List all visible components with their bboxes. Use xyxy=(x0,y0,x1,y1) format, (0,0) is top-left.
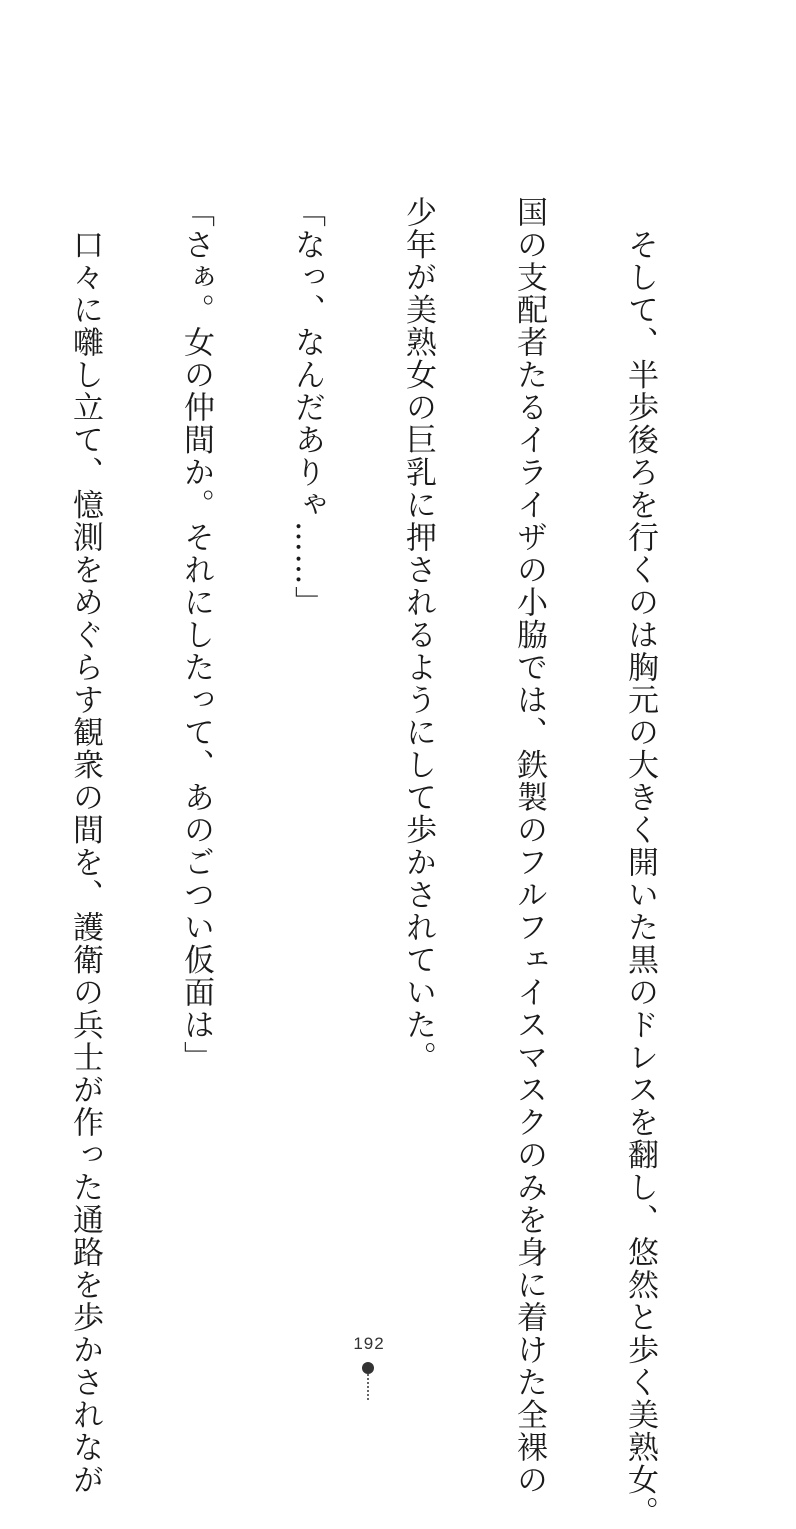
text-line: 口々に囃し立て、憶測をめぐらす観衆の間を、護衛の兵士が作った通路を歩かされなが xyxy=(67,196,103,1496)
page-marker-dotted-line xyxy=(367,1374,369,1400)
page-number: 192 xyxy=(353,1334,385,1353)
text-line: 「さぁ。女の仲間か。それにしたって、あのごつい仮面は」 xyxy=(178,196,214,1074)
text-line: 国の支配者たるイライザの小脇では、鉄製のフルフェイスマスクのみを身に着けた全裸の xyxy=(511,196,547,1496)
text-line: 少年が美熟女の巨乳に押されるようにして歩かされていた。 xyxy=(400,196,436,1074)
text-line: そして、半歩後ろを行くのは胸元の大きく開いた黒のドレスを翻し、悠然と歩く美熟女。 xyxy=(622,196,658,1529)
text-line: 「なっ、なんだありゃ……」 xyxy=(289,196,325,619)
page-marker-dot xyxy=(362,1362,374,1374)
